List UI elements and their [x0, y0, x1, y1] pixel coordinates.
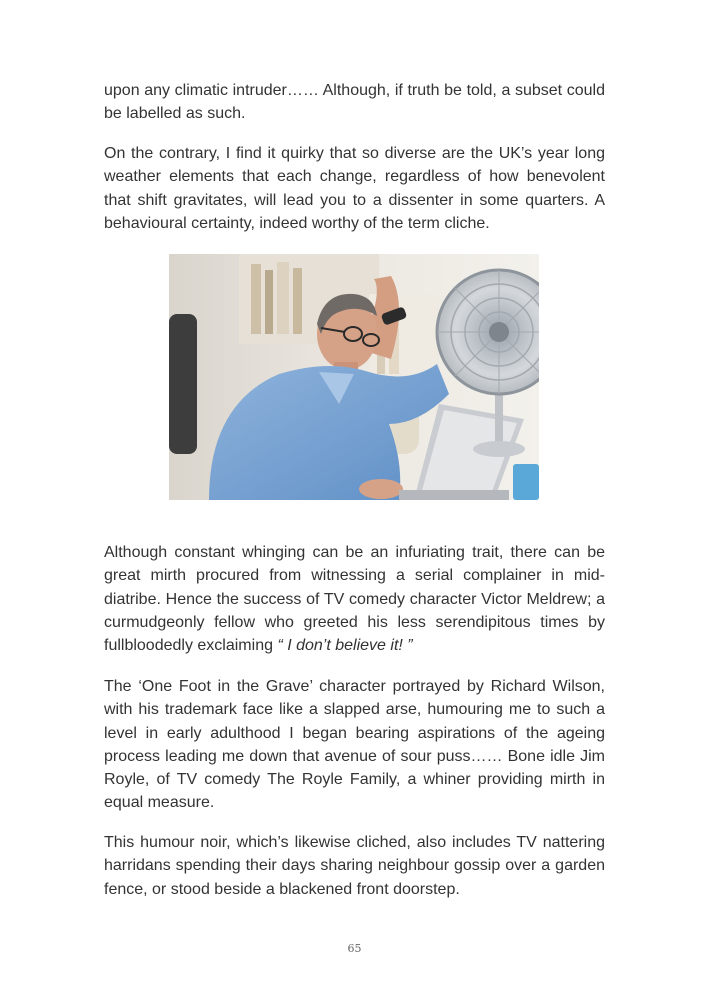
paragraph-text: Although constant whinging can be an infuriating trait, there can be great mirth procured from witnessing a serial complainer in mid-diatribe. Hence the success of TV comedy character Victor Meldrew; a curmudgeonly fellow who greeted his less serendipitous times by fullbloodedly exclaiming	[104, 544, 605, 655]
page-number: 65	[347, 942, 362, 955]
paragraph-text: upon any climatic intruder…… Although, if truth be told, a subset could be labelled as such.	[104, 82, 605, 123]
paragraph-climatic-intruder	[104, 79, 605, 126]
quote-text: “ I don’t believe it! ”	[277, 637, 413, 655]
photo-man-with-fan	[169, 254, 539, 500]
paragraph-one-foot-in-the-grave	[104, 675, 605, 815]
paragraph-uk-weather	[104, 142, 605, 235]
paragraph-text: On the contrary, I find it quirky that so diverse are the UK’s year long weather elements that each change, regardless of how benevolent that shift gravitates, will lead you to a dissenter in some quarters. A behavioural certainty, indeed worthy of the term cliche.	[104, 145, 605, 232]
paragraph-humour-noir	[104, 831, 605, 901]
paragraph-text: The ‘One Foot in the Grave’ character portrayed by Richard Wilson, with his trademark face like a slapped arse, humouring me to such a level in early adulthood I began bearing aspirations of the ageing process leading me down that avenue of sour puss…… Bone idle Jim Royle, of TV comedy The Royle Family, a whiner providing mirth in equal measure.	[104, 678, 605, 812]
paragraph-text: This humour noir, which’s likewise cliched, also includes TV nattering harridans spending their days sharing neighbour gossip over a garden fence, or stood beside a blackened front doorstep.	[104, 834, 605, 898]
paragraph-victor-meldrew	[104, 541, 605, 657]
